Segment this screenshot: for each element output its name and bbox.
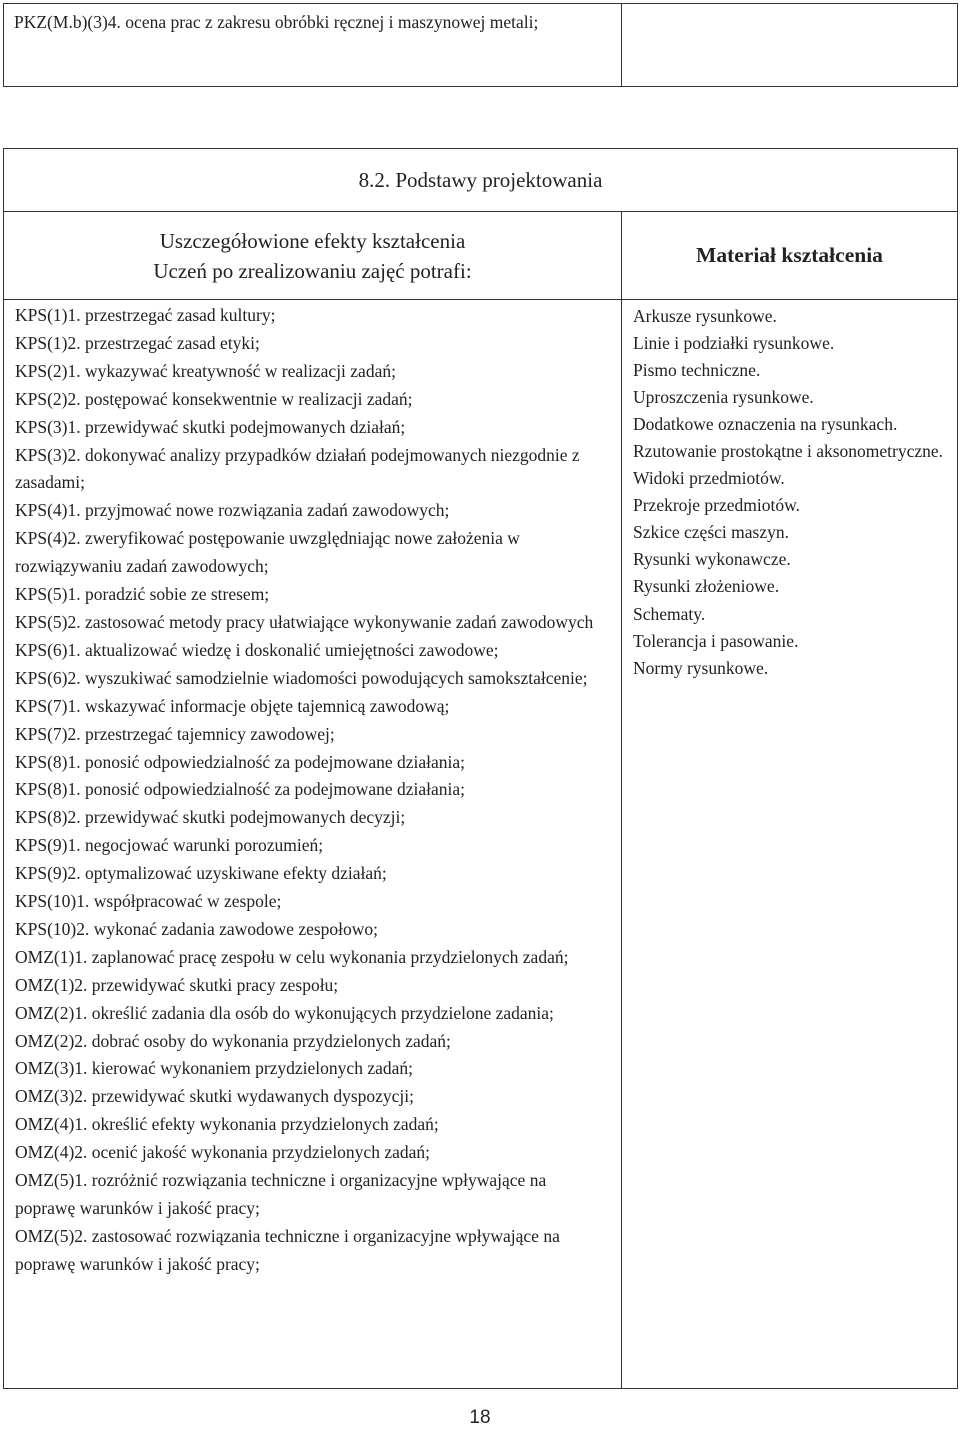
outcome-item: KPS(8)2. przewidywać skutki podejmowanych decyzji; bbox=[15, 807, 406, 828]
outcome-item: KPS(6)1. aktualizować wiedzę i doskonalić umiejętności zawodowe; bbox=[15, 639, 499, 660]
outcome-item: KPS(4)1. przyjmować nowe rozwiązania zadań zawodowych; bbox=[15, 500, 450, 521]
outcome-item: KPS(9)2. optymalizować uzyskiwane efekty działań; bbox=[15, 863, 387, 884]
outcome-item: KPS(2)2. postępować konsekwentnie w realizacji zadań; bbox=[15, 388, 413, 409]
outcomes-header-line1: Uszczegółowione efekty kształcenia bbox=[159, 228, 466, 253]
outcome-item: KPS(1)1. przestrzegać zasad kultury; bbox=[15, 305, 276, 325]
page-number: 18 bbox=[469, 1407, 491, 1428]
material-item: Przekroje przedmiotów. bbox=[633, 495, 801, 516]
previous-outcome-text: PKZ(M.b)(3)4. ocena prac z zakresu obróbki ręcznej i maszynowej metali; bbox=[14, 12, 539, 32]
outcome-item: KPS(5)1. poradzić sobie ze stresem; bbox=[15, 584, 270, 605]
material-item: Schematy. bbox=[633, 603, 706, 624]
materials-header bbox=[622, 212, 958, 300]
section-title bbox=[3, 148, 958, 212]
previous-material-cell bbox=[622, 3, 958, 87]
outcome-item: OMZ(3)1. kierować wykonaniem przydzielonych zadań; bbox=[15, 1058, 413, 1079]
outcome-item: KPS(3)2. dokonywać analizy przypadków działań podejmowanych niezgodnie z zasadami; bbox=[15, 444, 580, 493]
outcome-item: OMZ(4)2. ocenić jakość wykonania przydzielonych zadań; bbox=[15, 1142, 430, 1163]
outcome-item: KPS(3)1. przewidywać skutki podejmowanych działań; bbox=[15, 416, 406, 437]
outcome-item: KPS(10)1. współpracować w zespole; bbox=[15, 891, 282, 912]
outcome-item: KPS(2)1. wykazywać kreatywność w realizacji zadań; bbox=[15, 360, 396, 381]
material-item: Szkice części maszyn. bbox=[633, 522, 789, 543]
material-item: Pismo techniczne. bbox=[633, 360, 761, 381]
material-item: Uproszczenia rysunkowe. bbox=[633, 387, 814, 408]
section-title-text: 8.2. Podstawy projektowania bbox=[358, 167, 603, 192]
outcome-item: OMZ(1)2. przewidywać skutki pracy zespołu; bbox=[15, 974, 339, 995]
outcome-item: OMZ(3)2. przewidywać skutki wydawanych dyspozycji; bbox=[15, 1086, 414, 1107]
outcomes-list bbox=[3, 300, 622, 1389]
material-item: Dodatkowe oznaczenia na rysunkach. bbox=[633, 414, 898, 435]
outcome-item: OMZ(2)2. dobrać osoby do wykonania przydzielonych zadań; bbox=[15, 1030, 451, 1051]
outcome-item: OMZ(4)1. określić efekty wykonania przydzielonych zadań; bbox=[15, 1114, 439, 1135]
outcomes-header bbox=[3, 212, 622, 300]
material-item: Normy rysunkowe. bbox=[633, 657, 769, 678]
materials-header-text: Materiał kształcenia bbox=[696, 243, 883, 267]
materials-list bbox=[622, 300, 958, 1389]
outcome-item: KPS(7)1. wskazywać informacje objęte tajemnicą zawodową; bbox=[15, 695, 450, 716]
outcome-item: OMZ(5)1. rozróżnić rozwiązania techniczne i organizacyjne wpływające na poprawę warunków i jakość pracy; bbox=[15, 1170, 547, 1218]
outcome-item: KPS(6)2. wyszukiwać samodzielnie wiadomości powodujących samokształcenie; bbox=[15, 667, 588, 688]
previous-outcome-cell bbox=[3, 3, 622, 87]
material-item: Rysunki wykonawcze. bbox=[633, 549, 791, 570]
outcome-item: KPS(7)2. przestrzegać tajemnicy zawodowej; bbox=[15, 723, 335, 744]
outcome-item: OMZ(2)1. określić zadania dla osób do wykonujących przydzielone zadania; bbox=[15, 1002, 554, 1023]
outcome-item: KPS(8)1. ponosić odpowiedzialność za podejmowane działania; bbox=[15, 751, 466, 772]
outcome-item: KPS(8)1. ponosić odpowiedzialność za podejmowane działania; bbox=[15, 779, 466, 800]
outcome-item: KPS(10)2. wykonać zadania zawodowe zespołowo; bbox=[15, 918, 379, 939]
material-item: Rzutowanie prostokątne i aksonometryczne. bbox=[633, 441, 944, 462]
outcome-item: OMZ(1)1. zaplanować pracę zespołu w celu wykonania przydzielonych zadań; bbox=[15, 946, 569, 967]
outcome-item: KPS(9)1. negocjować warunki porozumień; bbox=[15, 835, 324, 856]
outcome-item: KPS(1)2. przestrzegać zasad etyki; bbox=[15, 332, 260, 353]
outcome-item: OMZ(5)2. zastosować rozwiązania techniczne i organizacyjne wpływające na poprawę warunków i jakość pracy; bbox=[15, 1225, 560, 1274]
outcome-item: KPS(4)2. zweryfikować postępowanie uwzględniając nowe założenia w rozwiązywaniu zadań zawodowych; bbox=[15, 528, 520, 577]
material-item: Linie i podziałki rysunkowe. bbox=[633, 333, 835, 354]
material-item: Tolerancja i pasowanie. bbox=[633, 630, 799, 651]
outcome-item: KPS(5)2. zastosować metody pracy ułatwiające wykonywanie zadań zawodowych bbox=[15, 611, 594, 632]
outcomes-header-line2: Uczeń po zrealizowaniu zajęć potrafi: bbox=[153, 258, 472, 283]
material-item: Widoki przedmiotów. bbox=[633, 468, 785, 489]
material-item: Arkusze rysunkowe. bbox=[633, 306, 777, 326]
material-item: Rysunki złożeniowe. bbox=[633, 576, 780, 597]
